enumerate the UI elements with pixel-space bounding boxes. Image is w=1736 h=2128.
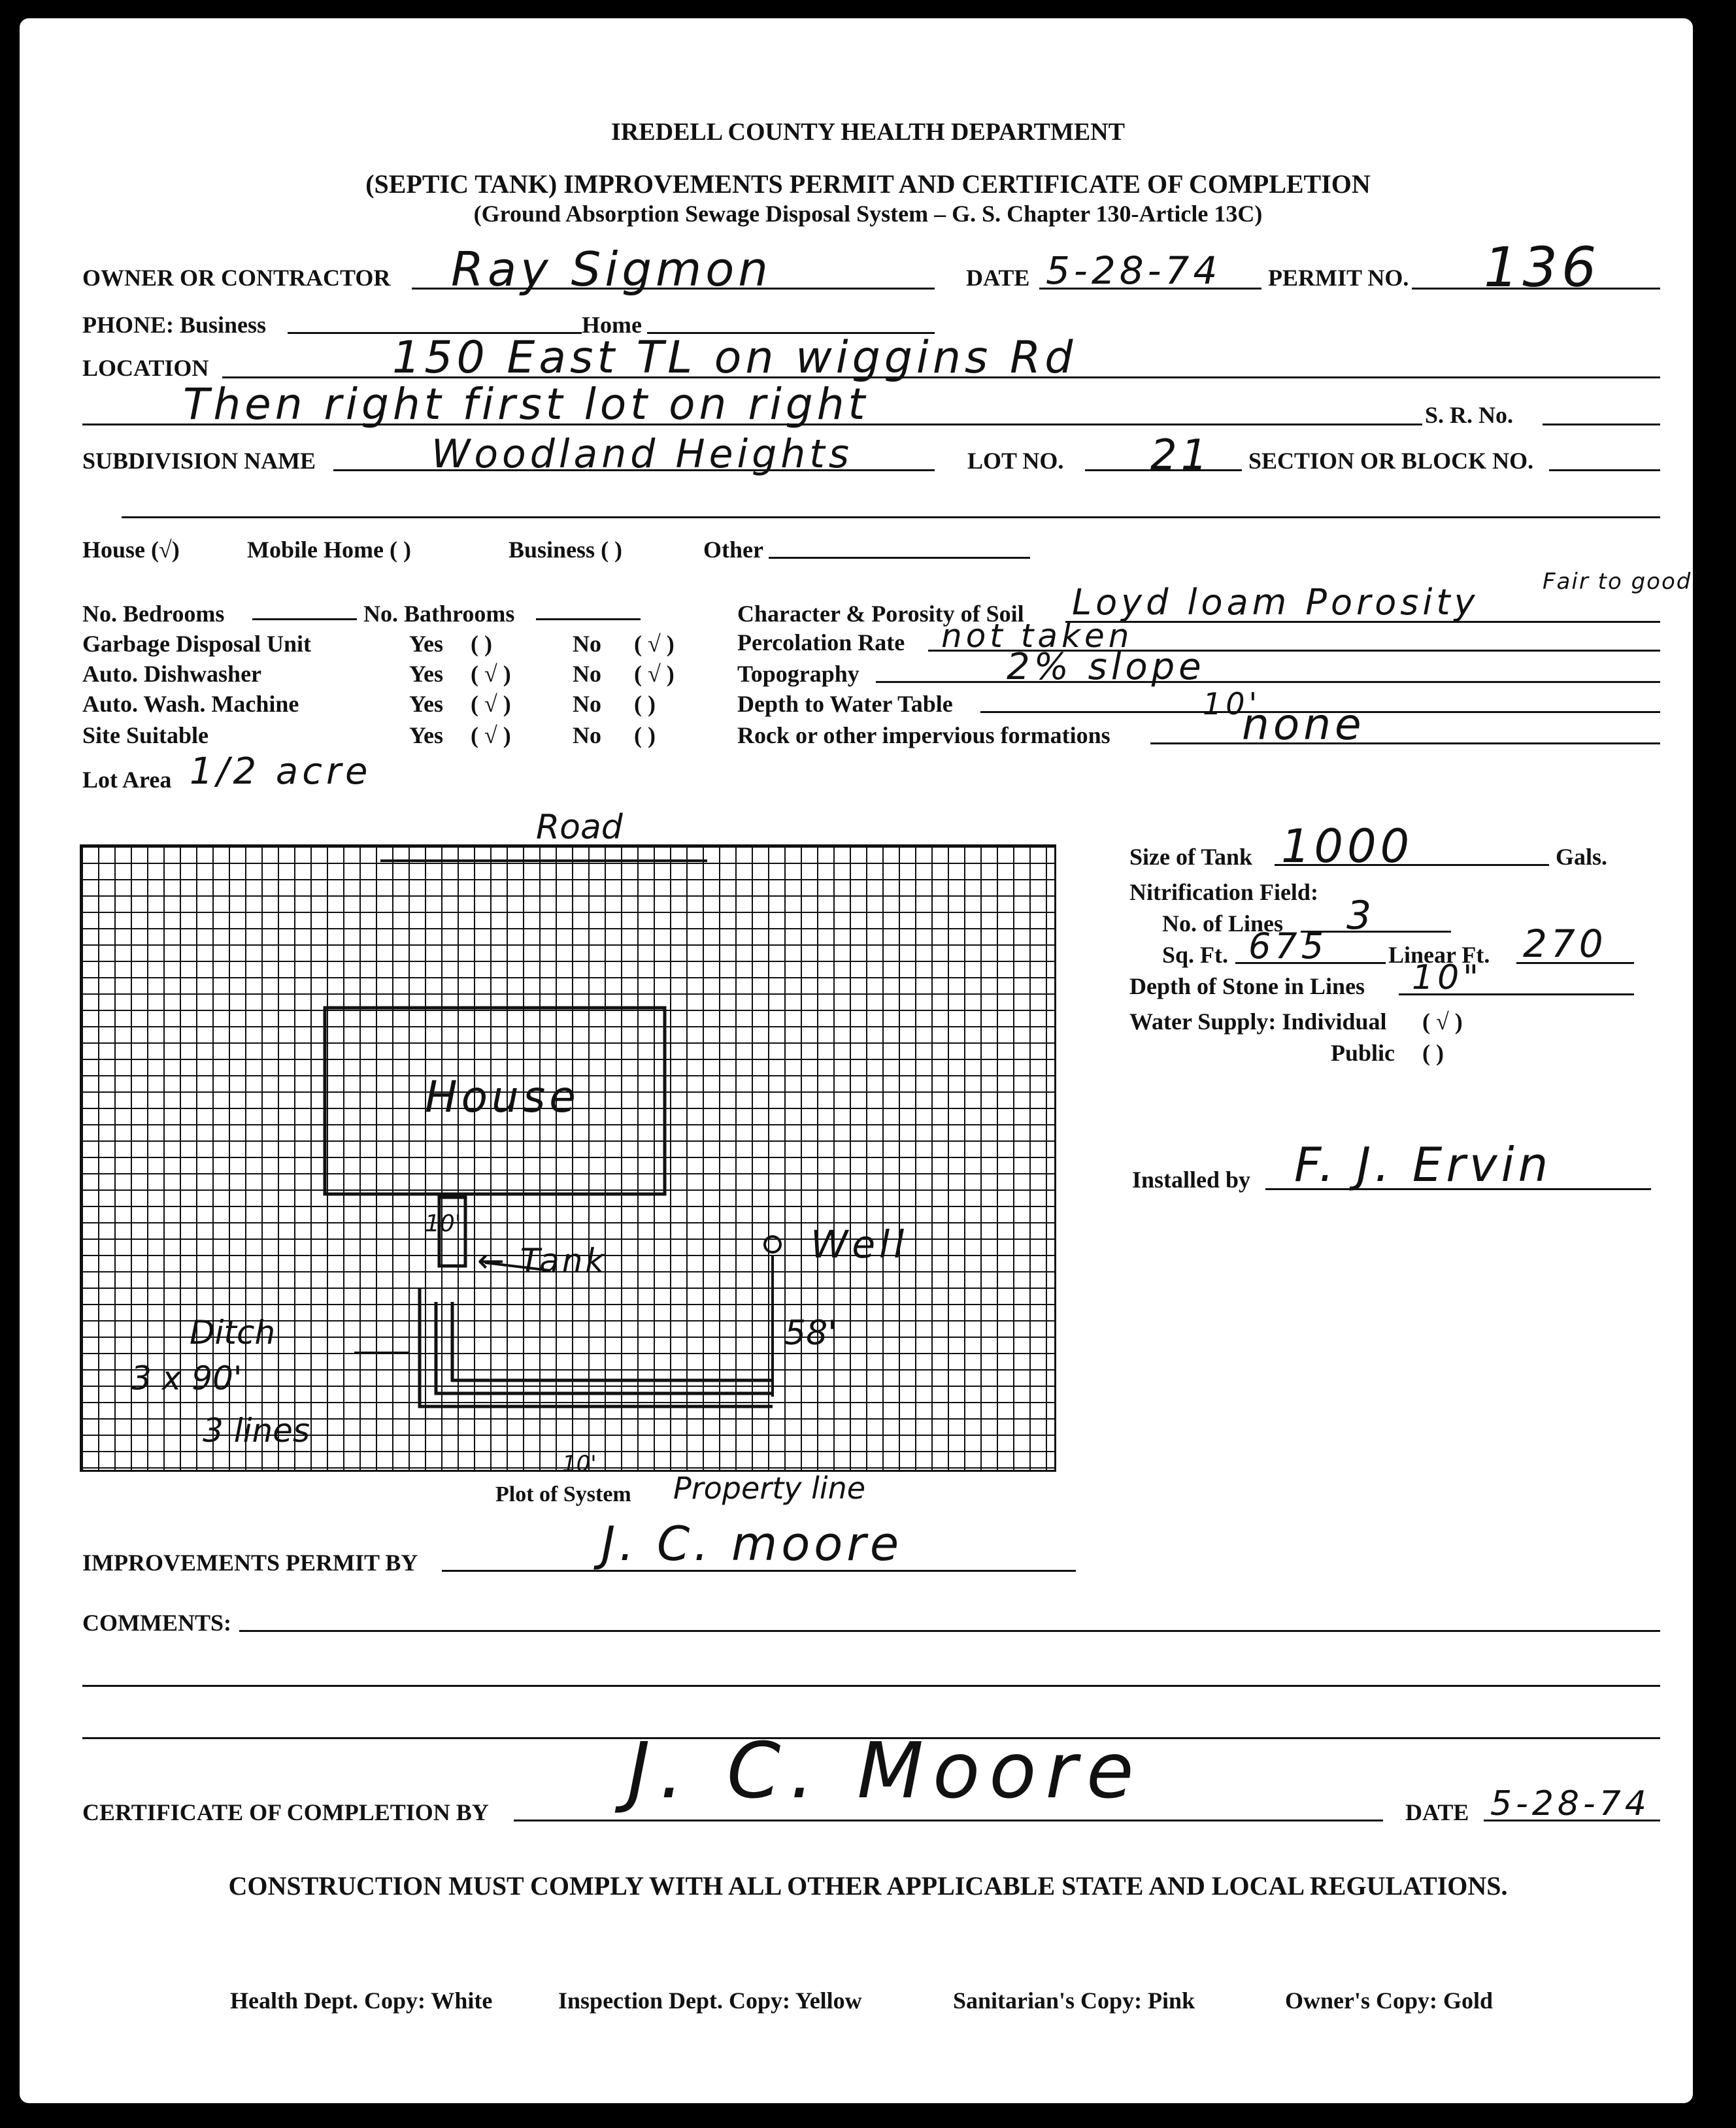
nitrification-label: Nitrification Field: xyxy=(1129,879,1318,905)
certificate-label: CERTIFICATE OF COMPLETION BY xyxy=(82,1799,489,1825)
soil-note: Fair to good xyxy=(1543,569,1692,595)
bathrooms-line xyxy=(536,618,641,620)
copy-sanitarian: Sanitarian's Copy: Pink xyxy=(953,1987,1195,2014)
sr-number-label: S. R. No. xyxy=(1425,402,1514,428)
wash-machine-label: Auto. Wash. Machine xyxy=(82,691,299,717)
installed-by-label: Installed by xyxy=(1132,1167,1251,1193)
installed-by-value: F. J. Ervin xyxy=(1294,1137,1552,1192)
rock-label: Rock or other impervious formations xyxy=(737,722,1110,748)
wash-machine-no-mark: ( ) xyxy=(634,691,656,717)
stone-depth-value: 10" xyxy=(1412,958,1483,997)
rock-value: none xyxy=(1242,699,1365,750)
sr-number-line xyxy=(1543,424,1660,425)
topography-label: Topography xyxy=(737,661,860,687)
location-label: LOCATION xyxy=(82,355,209,381)
blank-line xyxy=(122,516,1660,518)
water-individual-mark: ( √ ) xyxy=(1422,1008,1463,1035)
lot-number-value: 21 xyxy=(1150,431,1212,480)
type-other-line xyxy=(769,557,1030,559)
percolation-value: not taken xyxy=(941,617,1133,655)
owner-value: Ray Sigmon xyxy=(451,242,772,297)
topography-line xyxy=(876,681,1660,683)
bathrooms-label: No. Bathrooms xyxy=(363,601,515,627)
copy-inspection: Inspection Dept. Copy: Yellow xyxy=(558,1987,862,2014)
phone-home-label: Home xyxy=(582,312,642,338)
soil-label: Character & Porosity of Soil xyxy=(737,601,1024,627)
form-title: (SEPTIC TANK) IMPROVEMENTS PERMIT AND CERTIFICATE OF COMPLETION xyxy=(365,169,1371,199)
dishwasher-yes-mark: ( √ ) xyxy=(471,661,511,687)
bedrooms-line xyxy=(252,618,357,620)
comments-label: COMMENTS: xyxy=(82,1610,231,1636)
phone-business-label: PHONE: Business xyxy=(82,312,267,338)
subdivision-label: SUBDIVISION NAME xyxy=(82,448,316,474)
wash-machine-no-label: No xyxy=(573,691,601,717)
gallons-label: Gals. xyxy=(1556,844,1608,870)
permit-value: 136 xyxy=(1484,235,1601,299)
form-subtitle: (Ground Absorption Sewage Disposal System – G. S. Chapter 130-Article 13C) xyxy=(473,201,1263,227)
plot-caption: Plot of System xyxy=(495,1482,631,1506)
type-mobile-home: Mobile Home ( ) xyxy=(247,537,411,563)
water-table-label: Depth to Water Table xyxy=(737,691,953,717)
dishwasher-yes-label: Yes xyxy=(409,661,443,687)
wash-machine-yes-label: Yes xyxy=(409,691,443,717)
garbage-yes-mark: ( ) xyxy=(471,631,492,657)
site-suitable-yes-mark: ( √ ) xyxy=(471,722,511,748)
certificate-line xyxy=(514,1820,1383,1821)
location-line-2-value: Then right first lot on right xyxy=(183,379,869,429)
rock-line xyxy=(1150,742,1660,744)
plot-58-label: 58' xyxy=(784,1314,837,1353)
lines-count-value: 3 xyxy=(1346,893,1376,939)
garbage-no-label: No xyxy=(573,631,601,657)
plot-property-line: Property line xyxy=(673,1471,866,1506)
dishwasher-no-mark: ( √ ) xyxy=(634,661,675,687)
date-value: 5-28-74 xyxy=(1046,248,1222,293)
water-public-label: Public xyxy=(1331,1040,1395,1066)
location-line-1-value: 150 East TL on wiggins Rd xyxy=(392,332,1077,384)
plot-ditch-lines: 3 lines xyxy=(203,1412,310,1450)
bedrooms-label: No. Bedrooms xyxy=(82,601,225,627)
tank-size-value: 1000 xyxy=(1281,820,1414,873)
topography-value: 2% slope xyxy=(1007,646,1205,688)
section-block-line xyxy=(1549,469,1660,471)
comments-line-1 xyxy=(239,1630,1660,1632)
plot-house-label: House xyxy=(425,1072,580,1122)
plot-ten-label: 10' xyxy=(425,1210,461,1237)
subdivision-value: Woodland Heights xyxy=(431,431,854,477)
copy-health: Health Dept. Copy: White xyxy=(230,1987,493,2014)
improvements-value: J. C. moore xyxy=(601,1516,903,1571)
tank-size-label: Size of Tank xyxy=(1129,844,1253,870)
plot-bottom-measure: 10' xyxy=(562,1451,597,1477)
water-table-value: 10' xyxy=(1203,686,1261,722)
compliance-notice: CONSTRUCTION MUST COMPLY WITH ALL OTHER APPLICABLE STATE AND LOCAL REGULATIONS. xyxy=(228,1871,1508,1901)
site-suitable-no-label: No xyxy=(573,722,601,748)
plot-ditch-label: Ditch xyxy=(190,1314,276,1352)
dishwasher-label: Auto. Dishwasher xyxy=(82,661,262,687)
type-other-label: Other xyxy=(703,537,763,563)
wash-machine-yes-mark: ( √ ) xyxy=(471,691,511,717)
square-feet-value: 675 xyxy=(1248,925,1328,967)
dishwasher-no-label: No xyxy=(573,661,601,687)
certificate-date-label: DATE xyxy=(1405,1799,1469,1825)
type-business: Business ( ) xyxy=(509,537,623,563)
lot-area-value: 1/2 acre xyxy=(190,750,372,793)
lot-number-label: LOT NO. xyxy=(967,448,1064,474)
comments-line-2 xyxy=(82,1685,1660,1687)
linear-feet-label: Linear Ft. xyxy=(1388,942,1490,968)
plot-tank-label: ← Tank xyxy=(477,1242,607,1280)
certificate-date-value: 5-28-74 xyxy=(1490,1784,1650,1823)
location-line-2 xyxy=(82,424,1422,425)
stone-depth-label: Depth of Stone in Lines xyxy=(1129,973,1365,999)
plot-well-label: Well xyxy=(810,1222,909,1267)
copy-owner: Owner's Copy: Gold xyxy=(1285,1987,1494,2014)
date-label: DATE xyxy=(966,265,1030,291)
site-suitable-yes-label: Yes xyxy=(409,722,443,748)
site-suitable-label: Site Suitable xyxy=(82,722,209,748)
percolation-label: Percolation Rate xyxy=(737,629,905,656)
garbage-yes-label: Yes xyxy=(409,631,443,657)
improvements-label: IMPROVEMENTS PERMIT BY xyxy=(82,1550,418,1576)
owner-label: OWNER OR CONTRACTOR xyxy=(82,265,391,291)
plot-ditch-dimension: 3 x 90' xyxy=(131,1359,242,1397)
type-house: House (√) xyxy=(82,537,180,563)
soil-value: Loyd loam Porosity xyxy=(1072,582,1479,623)
certificate-signature: J. C. Moore xyxy=(627,1725,1143,1816)
site-suitable-no-mark: ( ) xyxy=(634,722,656,748)
linear-feet-value: 270 xyxy=(1523,922,1607,966)
section-block-label: SECTION OR BLOCK NO. xyxy=(1248,448,1534,474)
plot-road-label: Road xyxy=(536,808,623,847)
permit-label: PERMIT NO. xyxy=(1268,265,1409,291)
water-public-mark: ( ) xyxy=(1422,1040,1444,1066)
lines-count-label: No. of Lines xyxy=(1162,910,1284,937)
garbage-label: Garbage Disposal Unit xyxy=(82,631,312,657)
water-supply-label: Water Supply: Individual xyxy=(1129,1008,1387,1035)
lot-area-label: Lot Area xyxy=(82,767,172,793)
garbage-no-mark: ( √ ) xyxy=(634,631,675,657)
department-heading: IREDELL COUNTY HEALTH DEPARTMENT xyxy=(611,118,1125,146)
square-feet-label: Sq. Ft. xyxy=(1162,942,1229,968)
